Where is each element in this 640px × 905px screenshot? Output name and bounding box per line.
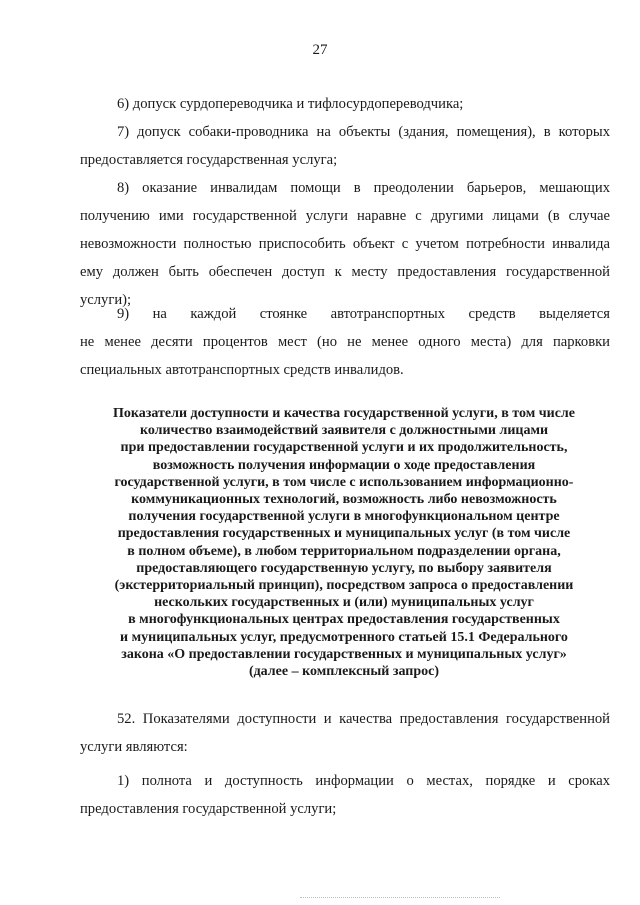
heading-line: в полном объеме), в любом территориальном подразделении органа, bbox=[127, 543, 561, 559]
word: каждой bbox=[190, 306, 237, 322]
list-item-9-first-line bbox=[80, 300, 610, 328]
heading-line: при предоставлении государственной услуги и их продолжительность, bbox=[120, 440, 568, 456]
paragraph-52: 52. Показателями доступности и качества предоставления государственной услуги являются: bbox=[80, 711, 610, 755]
list-item-1: 1) полнота и доступность информации о местах, порядке и сроках предоставления государственной услуги; bbox=[80, 773, 610, 817]
heading-line: закона «О предоставлении государственных и муниципальных услуг» bbox=[121, 646, 567, 662]
page-number: 27 bbox=[312, 42, 328, 58]
word: на bbox=[152, 306, 167, 322]
word: стоянке bbox=[259, 306, 308, 322]
section-heading bbox=[88, 405, 600, 680]
list-item-7: 7) допуск собаки-проводника на объекты (здания, помещения), в которых предоставляется государственная услуга; bbox=[80, 124, 610, 168]
list-item-9-continuation: не менее десяти процентов мест (но не менее одного места) для парковки специальных автотранспортных средств инвалидов. bbox=[80, 334, 610, 378]
list-block-bottom bbox=[80, 705, 610, 823]
word: 9) bbox=[117, 306, 130, 322]
word: средств bbox=[468, 306, 516, 322]
heading-line: возможность получения информации о ходе предоставления bbox=[152, 457, 536, 473]
heading-line: государственной услуги, в том числе с использованием информационно- bbox=[114, 474, 574, 490]
heading-line: количество взаимодействий заявителя с должностными лицами bbox=[139, 423, 549, 439]
heading-line: (далее – комплексный запрос) bbox=[248, 664, 440, 680]
heading-line: в многофункциональных центрах предоставления государственных bbox=[128, 612, 560, 628]
word: автотранспортных bbox=[330, 306, 446, 322]
list-item-9 bbox=[80, 300, 610, 384]
list-block-top bbox=[80, 90, 610, 314]
list-item-8: 8) оказание инвалидам помощи в преодолении барьеров, мешающих получению ими государственной услуги наравне с другими лицами (в случае невозможности полностью приспособить объект с учетом потребности инвалида ему должен быть обеспечен доступ к месту предоставления государственной услуги); bbox=[80, 180, 610, 308]
heading-line: (экстерриториальный принцип), посредством запроса о предоставлении bbox=[114, 578, 574, 594]
heading-line: коммуникационных технологий, возможность либо невозможность bbox=[131, 492, 557, 508]
heading-line: Показатели доступности и качества государственной услуги, в том числе bbox=[112, 406, 575, 421]
heading-line: предоставляющего государственную услугу, по выбору заявителя bbox=[136, 560, 552, 576]
heading-line: получения государственной услуги в многофункциональном центре bbox=[128, 509, 560, 525]
scan-artifact-dots bbox=[300, 897, 500, 900]
list-item-6: 6) допуск сурдопереводчика и тифлосурдопереводчика; bbox=[117, 96, 464, 112]
heading-line: и муниципальных услуг, предусмотренного статьей 15.1 Федерального bbox=[120, 629, 568, 645]
heading-line: нескольких государственных и (или) муниципальных услуг bbox=[154, 595, 534, 611]
word: выделяется bbox=[539, 306, 610, 322]
heading-line: предоставления государственных и муниципальных услуг (в том числе bbox=[117, 526, 571, 542]
